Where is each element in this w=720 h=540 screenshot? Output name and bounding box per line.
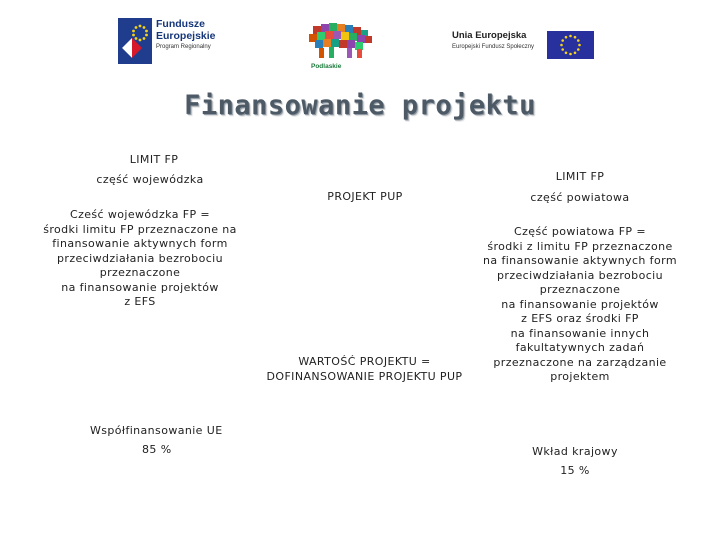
center-value-line2: DOFINANSOWANIE PROJEKTU PUP <box>266 370 463 383</box>
right-limit-label: LIMIT FP <box>555 170 605 183</box>
left-limit-part: część wojewódzka <box>96 173 204 186</box>
podlaskie-bison-icon <box>305 20 387 64</box>
fundusze-europejskie-emblem-icon <box>118 18 152 64</box>
right-description: Część powiatowa FP = środki z limitu FP przeznaczone na finansowanie aktywnych form przeciwdziałania bezrobociu przeznaczone na finansowanie projektów z EFS oraz środki FP na finansowanie innych fakultatywnych zadań przeznaczone na zarządzanie projektem <box>483 225 677 383</box>
left-cofinancing-value: 85 % <box>142 443 172 456</box>
center-project-label: PROJEKT PUP <box>327 190 403 203</box>
page-title: Finansowanie projektu <box>184 90 536 121</box>
logo-ue-line1: Unia Europejska <box>452 30 527 41</box>
left-cofinancing-label: Współfinansowanie UE <box>90 424 223 437</box>
logo-ue-line2: Europejski Fundusz Społeczny <box>452 44 535 50</box>
logo-fundusze-line1: Fundusze <box>156 18 205 30</box>
left-description: Cześć wojewódzka FP = środki limitu FP przeznaczone na finansowanie aktywnych form przeciwdziałania bezrobociu przeznaczone na finansowanie projektów z EFS <box>43 208 237 308</box>
podlaskie-logo <box>305 20 387 72</box>
right-contribution-label: Wkład krajowy <box>532 445 618 458</box>
unia-europejska-logo <box>452 24 594 64</box>
fundusze-europejskie-logo <box>118 18 230 66</box>
logo-fundusze-line2: Europejskie <box>156 30 216 42</box>
logo-fundusze-line3: Program Regionalny <box>156 44 211 50</box>
center-value-line1: WARTOŚĆ PROJEKTU = <box>298 355 431 368</box>
eu-flag-icon <box>547 31 594 59</box>
right-contribution-value: 15 % <box>560 464 590 477</box>
logo-podlaskie-label: Podlaskie <box>311 63 342 70</box>
right-limit-part: część powiatowa <box>530 191 630 204</box>
left-limit-label: LIMIT FP <box>129 153 179 166</box>
